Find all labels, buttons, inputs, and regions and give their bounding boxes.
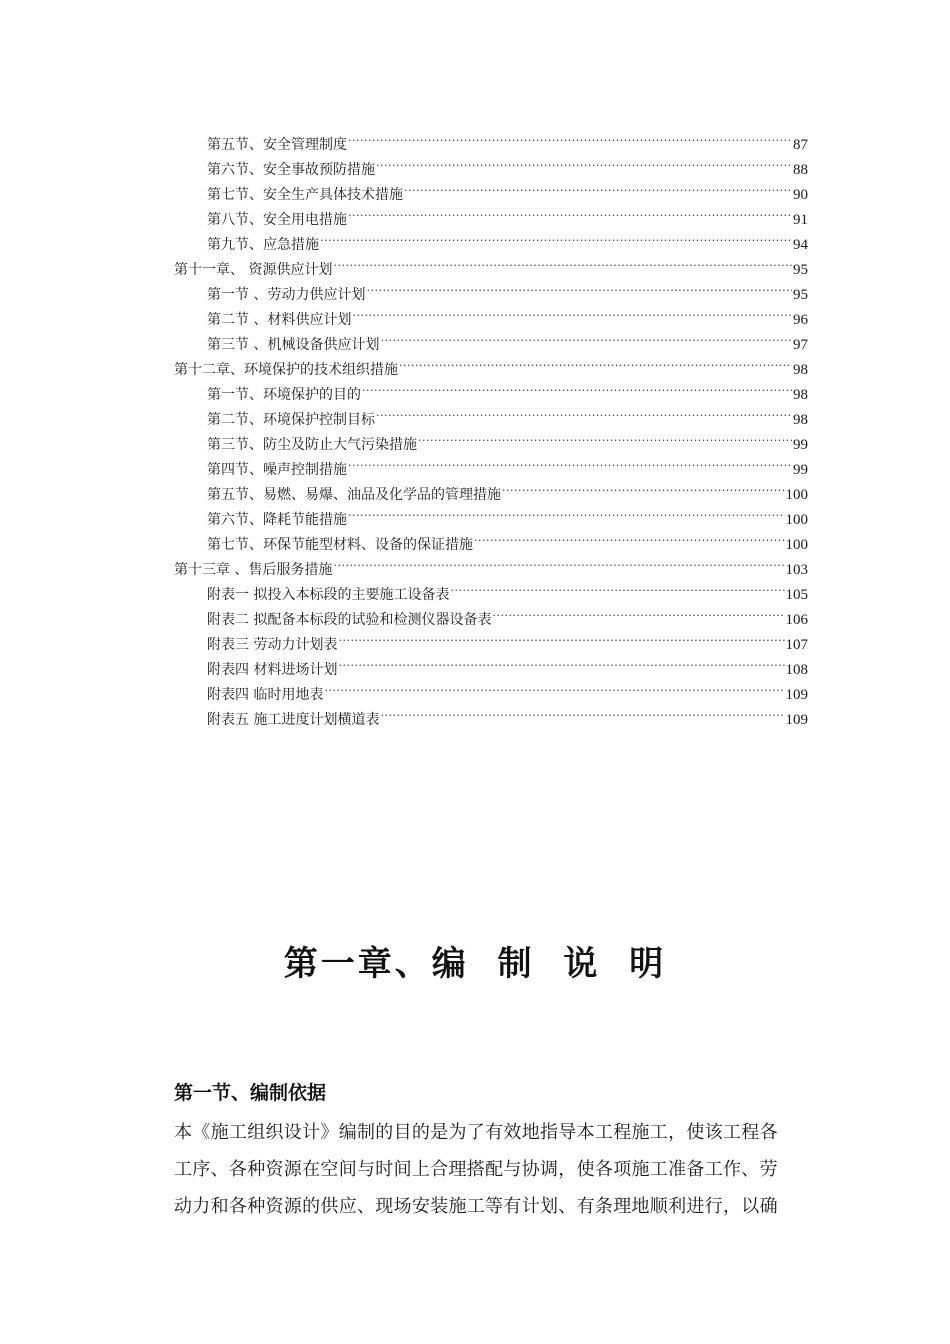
toc-entry-title: 第二节、环境保护控制目标	[207, 412, 375, 428]
toc-entry-page-number: 105	[785, 587, 808, 603]
toc-entry-page-number: 108	[785, 662, 808, 678]
toc-entry-title: 第五节、安全管理制度	[207, 137, 347, 153]
paragraph-line: 本《施工组织设计》编制的目的是为了有效地指导本工程施工，使该工程各	[174, 1122, 778, 1143]
chapter-title: 第一章、编 制 说 明	[283, 944, 667, 984]
toc-entry-page-number: 100	[785, 537, 808, 553]
toc-entry-title: 第七节、环保节能型材料、设备的保证措施	[207, 537, 473, 553]
toc-leader-dots	[348, 124, 792, 149]
toc-leader-dots	[366, 274, 792, 299]
toc-leader-dots	[333, 249, 792, 274]
toc-entry-title: 第五节、易燃、易爆、油品及化学品的管理措施	[207, 487, 501, 503]
toc-entry-page-number: 97	[793, 337, 808, 353]
table-of-contents	[174, 124, 808, 728]
toc-leader-dots	[474, 524, 785, 549]
toc-entry-title: 附表二 拟配备本标段的试验和检测仪器设备表	[207, 612, 492, 628]
toc-leader-dots	[348, 449, 792, 474]
toc-leader-dots	[362, 374, 792, 399]
toc-leader-dots	[404, 174, 792, 199]
toc-entry-title: 附表四 临时用地表	[207, 687, 324, 703]
toc-entry-title: 第三节 、机械设备供应计划	[207, 337, 380, 353]
toc-leader-dots	[399, 349, 792, 374]
toc-entry-page-number: 107	[785, 637, 808, 653]
toc-entry-title: 第八节、安全用电措施	[207, 212, 347, 228]
toc-leader-dots	[352, 299, 792, 324]
toc-entry-page-number: 96	[793, 312, 808, 328]
toc-entry-title: 第九节、应急措施	[207, 237, 319, 253]
toc-entry-title: 附表四 材料进场计划	[207, 662, 338, 678]
toc-entry-title: 附表三 劳动力计划表	[207, 637, 338, 653]
toc-entry-title: 第十三章 、售后服务措施	[174, 562, 333, 578]
toc-entry-page-number: 98	[793, 387, 808, 403]
toc-entry-page-number: 99	[793, 462, 808, 478]
toc-leader-dots	[380, 699, 784, 724]
toc-leader-dots	[418, 424, 792, 449]
toc-leader-dots	[348, 199, 792, 224]
toc-entry-title: 第一节 、劳动力供应计划	[207, 287, 366, 303]
toc-entry-page-number: 98	[793, 362, 808, 378]
paragraph-line: 工序、各种资源在空间与时间上合理搭配与协调，使各项施工准备工作、劳	[174, 1159, 778, 1180]
toc-entry-page-number: 88	[793, 162, 808, 178]
toc-leader-dots	[320, 224, 792, 249]
section-title: 第一节、编制依据	[174, 1082, 327, 1104]
toc-entry-page-number: 91	[793, 212, 808, 228]
toc-entry-page-number: 109	[785, 712, 808, 728]
toc-entry-title: 第七节、安全生产具体技术措施	[207, 187, 403, 203]
toc-entry-page-number: 99	[793, 437, 808, 453]
toc-entry-page-number: 95	[793, 287, 808, 303]
toc-entry-page-number: 87	[793, 137, 808, 153]
toc-leader-dots	[502, 474, 785, 499]
toc-entry-page-number: 98	[793, 412, 808, 428]
toc-entry-title: 第十二章、环境保护的技术组织措施	[174, 362, 398, 378]
toc-entry-title: 第六节、安全事故预防措施	[207, 162, 375, 178]
toc-leader-dots	[376, 399, 792, 424]
body-paragraph	[174, 1114, 808, 1225]
toc-entry-title: 第十一章、 资源供应计划	[174, 262, 333, 278]
toc-entry-title: 第三节、防尘及防止大气污染措施	[207, 437, 417, 453]
toc-entry-page-number: 103	[785, 562, 808, 578]
toc-entry-title: 附表五 施工进度计划横道表	[207, 712, 380, 728]
toc-leader-dots	[338, 624, 784, 649]
toc-entry-page-number: 95	[793, 262, 808, 278]
toc-entry-page-number: 100	[785, 512, 808, 528]
toc-entry-title: 附表一 拟投入本标段的主要施工设备表	[207, 587, 450, 603]
toc-entry-title: 第六节、降耗节能措施	[207, 512, 347, 528]
toc-entry[interactable]	[174, 124, 808, 153]
toc-entry-title: 第四节、噪声控制措施	[207, 462, 347, 478]
toc-leader-dots	[333, 549, 784, 574]
toc-leader-dots	[348, 499, 785, 524]
toc-entry-title: 第二节 、材料供应计划	[207, 312, 352, 328]
toc-leader-dots	[492, 599, 784, 624]
toc-entry-title: 第一节、环境保护的目的	[207, 387, 361, 403]
toc-leader-dots	[380, 324, 792, 349]
toc-leader-dots	[376, 149, 792, 174]
toc-entry-page-number: 109	[785, 687, 808, 703]
toc-leader-dots	[324, 674, 784, 699]
toc-entry-page-number: 100	[785, 487, 808, 503]
toc-leader-dots	[450, 574, 784, 599]
toc-leader-dots	[338, 649, 784, 674]
paragraph-line: 动力和各种资源的供应、现场安装施工等有计划、有条理地顺利进行，以确	[174, 1196, 778, 1217]
toc-entry-page-number: 94	[793, 237, 808, 253]
toc-entry-page-number: 90	[793, 187, 808, 203]
toc-entry-page-number: 106	[785, 612, 808, 628]
